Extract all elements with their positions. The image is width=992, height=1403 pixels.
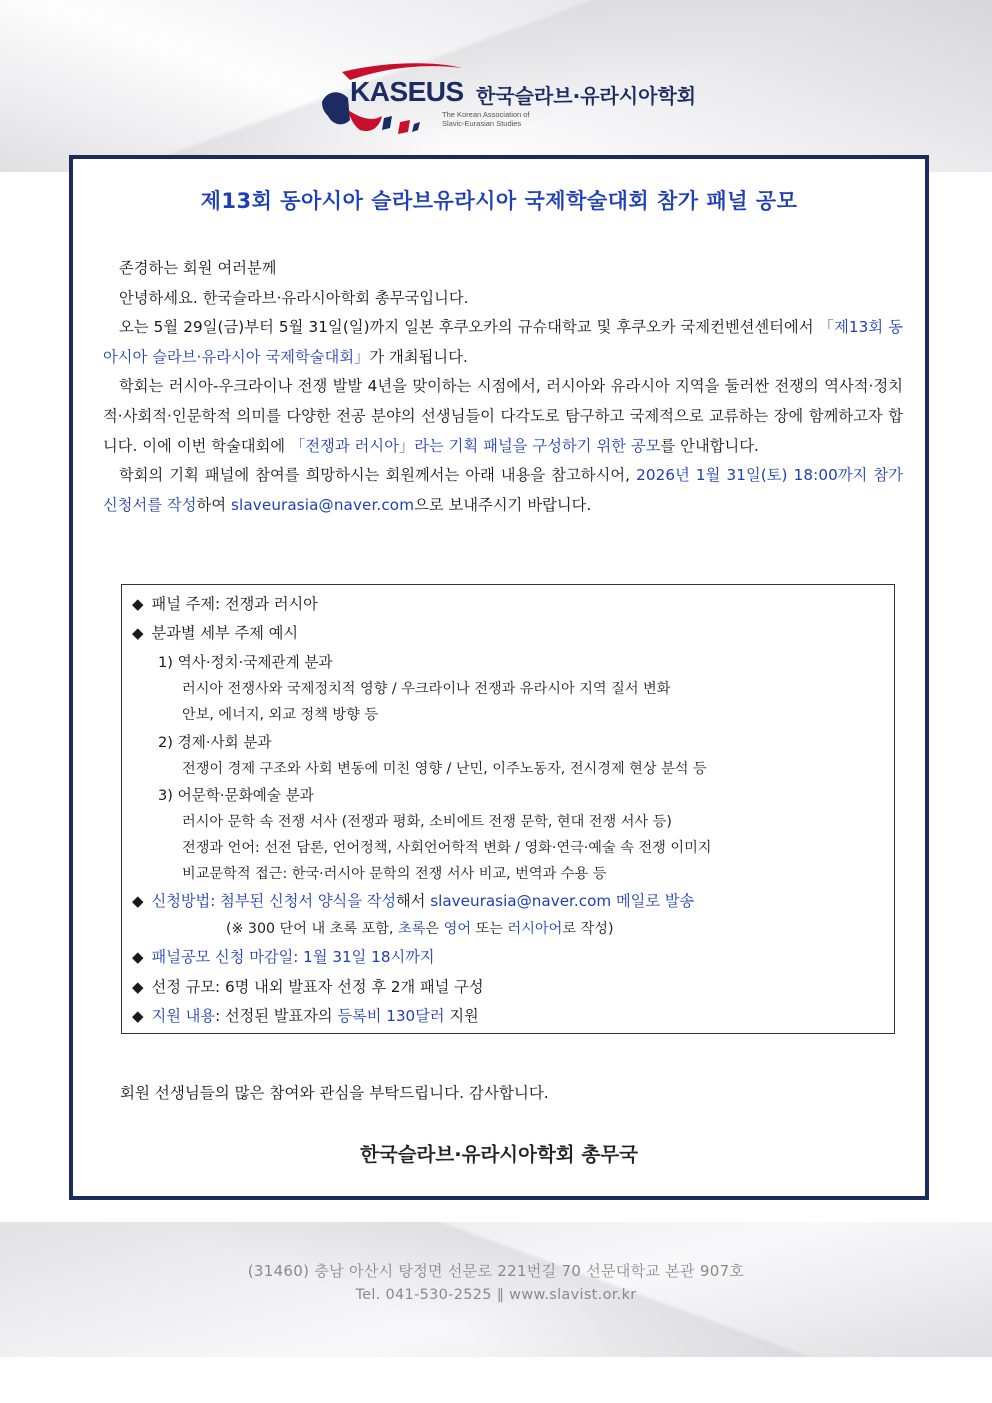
section-1-title: 1) 역사·정치·국제관계 분과 xyxy=(158,654,333,671)
diamond-bullet-icon: ◆ xyxy=(132,624,144,642)
page-title: 제13회 동아시아 슬라브유라시아 국제학술대회 참가 패널 공모 xyxy=(200,189,798,213)
paragraph-3 xyxy=(103,461,903,520)
panel-topic xyxy=(132,593,318,614)
signature: 한국슬라브·유라시아학회 총무국 xyxy=(360,1143,638,1166)
p3-text-mid: 하여 xyxy=(196,495,232,514)
apply-note xyxy=(226,918,614,938)
section-2-line-1: 전쟁이 경제 구조와 사회 변동에 미친 영향 / 난민, 이주노동자, 전시경제 현상 분석 등 xyxy=(182,761,707,777)
note-text-3: 또는 xyxy=(471,921,508,937)
note-text-2: 은 xyxy=(425,921,444,937)
paragraph-1 xyxy=(103,313,903,372)
note-russian: 러시아어 xyxy=(507,921,563,937)
closing-message: 회원 선생님들의 많은 참여와 관심을 부탁드립니다. 감사합니다. xyxy=(120,1084,549,1102)
apply-text-end: 메일로 발송 xyxy=(611,892,695,910)
logo-organization-name: 한국슬라브·유라시아학회 xyxy=(476,84,697,108)
logo-abbreviation: KASEUS xyxy=(350,76,464,107)
section-3-title: 3) 어문학·문화예술 분과 xyxy=(158,787,314,804)
deadline xyxy=(132,946,435,967)
logo-subtitle-line2: Slavic-Eurasian Studies xyxy=(442,119,522,128)
section-3-line-1: 러시아 문학 속 전쟁 서사 (전쟁과 평화, 소비에트 전쟁 문학, 현대 전쟁 서사 등) xyxy=(182,814,672,830)
diamond-bullet-icon: ◆ xyxy=(132,1007,144,1025)
paragraph-2 xyxy=(103,372,903,461)
diamond-bullet-icon: ◆ xyxy=(132,595,144,613)
p1-text-end: 가 개최됩니다. xyxy=(369,347,468,366)
p2-highlight: 「전쟁과 러시아」라는 기획 패널을 구성하기 위한 공모 xyxy=(290,436,661,455)
footer-contact: Tel. 041-530-2525 ‖ www.slavist.or.kr xyxy=(355,1287,637,1303)
section-2-title: 2) 경제·사회 분과 xyxy=(158,734,272,751)
diamond-bullet-icon: ◆ xyxy=(132,892,144,910)
panel-info-box xyxy=(121,584,895,1034)
topic-text: 패널 주제: 전쟁과 러시아 xyxy=(151,595,318,613)
logo-subtitle xyxy=(442,110,552,128)
section-1-line-2: 안보, 에너지, 외교 정책 방향 등 xyxy=(182,707,379,723)
note-text-end: 로 작성) xyxy=(562,921,614,937)
p1-text: 오는 5월 29일(금)부터 5월 31일(일)까지 일본 후쿠오카의 규슈대학교 및 후쿠오카 국제컨벤션센터에서 xyxy=(119,318,819,337)
deadline-text: 패널공모 신청 마감일: 1월 31일 18시까지 xyxy=(151,948,435,966)
selection-text: 선정 규모: 6명 내외 발표자 선정 후 2개 패널 구성 xyxy=(151,978,484,996)
p3-text-end: 으로 보내주시기 바랍니다. xyxy=(414,495,592,514)
note-abstract: 초록 xyxy=(398,921,426,937)
p3-text: 학회의 기획 패널에 참여를 희망하시는 회원께서는 아래 내용을 참고하시어, xyxy=(119,466,637,485)
diamond-bullet-icon: ◆ xyxy=(132,948,144,966)
support-info xyxy=(132,1005,479,1026)
support-fee: 등록비 130달러 xyxy=(337,1007,445,1025)
apply-text: 해서 xyxy=(396,892,431,910)
support-text-end: 지원 xyxy=(444,1007,479,1025)
examples-heading xyxy=(132,622,298,643)
email-link[interactable]: slaveurasia@naver.com xyxy=(231,495,415,514)
p2-text: 학회는 러시아-우크라이나 전쟁 발발 4년을 맞이하는 시점에서, 러시아와 유라시아 지역을 둘러싼 전쟁의 역사적·정치적·사회적·인문학적 의미를 다양한 전공 분야의 선생님들이 다각도로 탐구하고 국제적으로 교류하는 장에 함께하고자 합니다. 이에 이번 학술대회에 xyxy=(103,377,903,455)
p3-highlight: 2026년 1월 31일(토) 18:00까지 참가신청서를 작성 xyxy=(103,466,903,514)
notice-body xyxy=(103,254,903,520)
apply-method xyxy=(132,890,694,911)
support-text: : 선정된 발표자의 xyxy=(215,1007,338,1025)
examples-heading-text: 분과별 세부 주제 예시 xyxy=(151,624,299,642)
p2-text-end: 를 안내합니다. xyxy=(660,436,759,455)
section-3-line-3: 비교문학적 접근: 한국·러시아 문학의 전쟁 서사 비교, 번역과 수용 등 xyxy=(182,866,607,882)
kaseus-logo xyxy=(320,58,720,142)
notice-frame xyxy=(69,155,929,1200)
p1-highlight: 「제13회 동아시아 슬라브·유라시아 국제학술대회」 xyxy=(103,318,903,366)
support-label: 지원 내용 xyxy=(151,1007,216,1025)
footer-address: (31460) 충남 아산시 탕정면 선문로 221번길 70 선문대학교 본관 907호 xyxy=(247,1262,745,1280)
selection-scale xyxy=(132,976,484,997)
section-3-line-2: 전쟁과 언어: 선전 담론, 언어정책, 사회언어학적 변화 / 영화·연극·예술 속 전쟁 이미지 xyxy=(182,840,712,856)
intro: 안녕하세요. 한국슬라브·유라시아학회 총무국입니다. xyxy=(119,288,469,307)
apply-email-link[interactable]: slaveurasia@naver.com xyxy=(430,892,612,910)
note-english: 영어 xyxy=(443,921,472,937)
section-1-line-1: 러시아 전쟁사와 국제정치적 영향 / 우크라이나 전쟁과 유라시아 지역 질서 변화 xyxy=(182,681,671,697)
apply-highlight: 신청방법: 첨부된 신청서 양식을 작성 xyxy=(151,892,397,910)
diamond-bullet-icon: ◆ xyxy=(132,978,144,996)
logo-subtitle-line1: The Korean Association of xyxy=(442,110,530,119)
greeting: 존경하는 회원 여러분께 xyxy=(119,259,277,277)
note-text: (※ 300 단어 내 초록 포함, xyxy=(226,921,399,937)
